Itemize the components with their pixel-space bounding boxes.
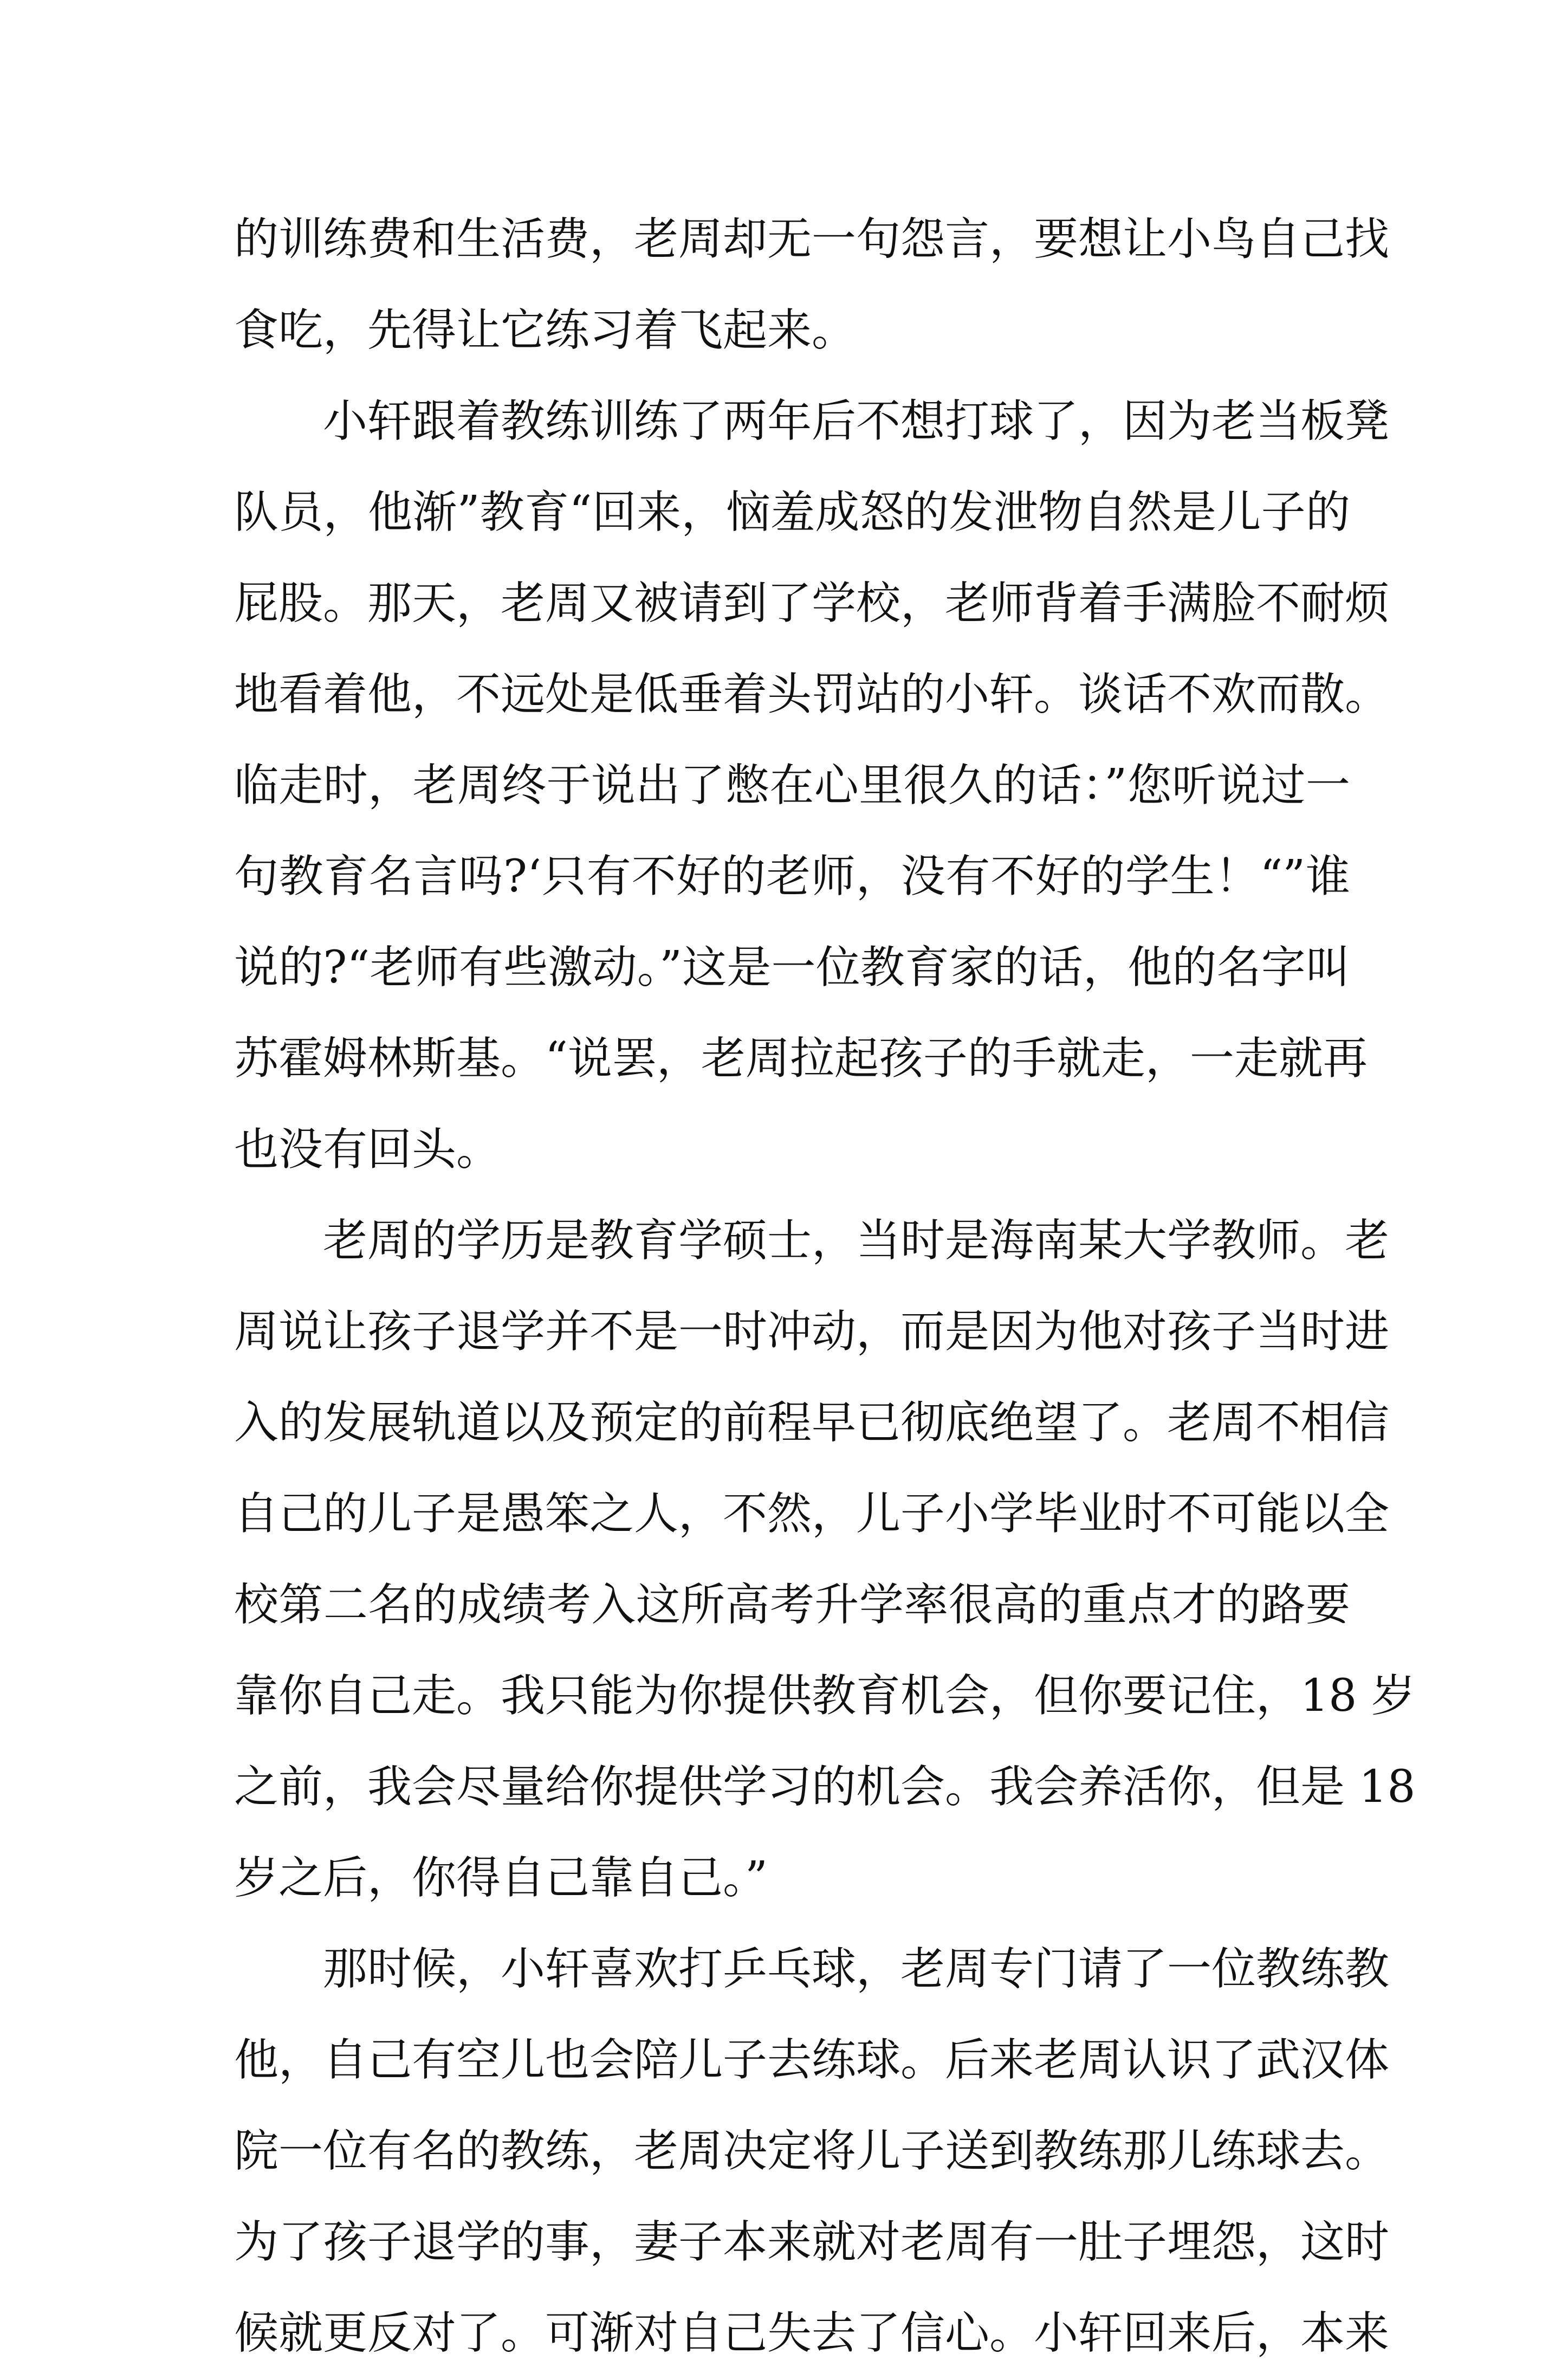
text-line: 自己的儿子是愚笨之人，不然，儿子小学毕业时不可能以全 — [234, 1488, 1390, 1540]
text-line: 临走时，老周终于说出了憋在心里很久的话：”您听说过一 — [234, 760, 1350, 811]
text-line: 屁股。那天，老周又被请到了学校，老师背着手满脸不耐烦 — [234, 578, 1390, 629]
text-line: 说的?“老师有些激动。”这是一位教育家的话，他的名字叫 — [234, 942, 1350, 993]
text-line: 那时候，小轩喜欢打乒乓球，老周专门请了一位教练教 — [323, 1943, 1390, 1995]
text-line: 苏霍姆林斯基。“说罢，老周拉起孩子的手就走，一走就再 — [234, 1033, 1368, 1084]
text-line: 也没有回头。 — [234, 1124, 501, 1175]
text-line: 小轩跟着教练训练了两年后不想打球了，因为老当板凳 — [323, 396, 1390, 447]
text-line: 老周的学历是教育学硕士，当时是海南某大学教师。老 — [323, 1215, 1390, 1266]
text-line: 队员，他渐”教育“回来，恼羞成怒的发泄物自然是儿子的 — [234, 487, 1350, 538]
text-line: 他，自己有空儿也会陪儿子去练球。后来老周认识了武汉体 — [234, 2034, 1390, 2086]
text-line: 之前，我会尽量给你提供学习的机会。我会养活你，但是 18 — [234, 1761, 1416, 1813]
paragraph-4 — [234, 1924, 1390, 2379]
text-line: 岁之后，你得自己靠自己。” — [234, 1852, 768, 1904]
text-line: 的训练费和生活费，老周却无一句怨言，要想让小鸟自己找 — [234, 214, 1390, 265]
text-line: 食吃，先得让它练习着飞起来。 — [234, 305, 857, 356]
document-body — [234, 194, 1416, 2379]
text-line: 校第二名的成绩考入这所高考升学率很高的重点才的路要 — [234, 1579, 1350, 1631]
text-line: 为了孩子退学的事，妻子本来就对老周有一肚子埋怨，这时 — [234, 2216, 1390, 2268]
text-line: 句教育名言吗?‘只有不好的老师，没有不好的学生！“”谁 — [234, 851, 1350, 902]
text-line: 院一位有名的教练，老周决定将儿子送到教练那儿练球去。 — [234, 2125, 1390, 2177]
text-line: 周说让孩子退学并不是一时冲动，而是因为他对孩子当时进 — [234, 1306, 1390, 1357]
paragraph-3 — [234, 1195, 1416, 1924]
text-line: 靠你自己走。我只能为你提供教育机会，但你要记住，18 岁 — [234, 1670, 1416, 1722]
paragraph-1 — [234, 194, 1390, 376]
text-line: 地看着他，不远处是低垂着头罚站的小轩。谈话不欢而散。 — [234, 669, 1390, 720]
text-line: 候就更反对了。可渐对自己失去了信心。小轩回来后，本来 — [234, 2307, 1390, 2359]
paragraph-2 — [234, 376, 1390, 1195]
text-line: 入的发展轨道以及预定的前程早已彻底绝望了。老周不相信 — [234, 1397, 1390, 1449]
